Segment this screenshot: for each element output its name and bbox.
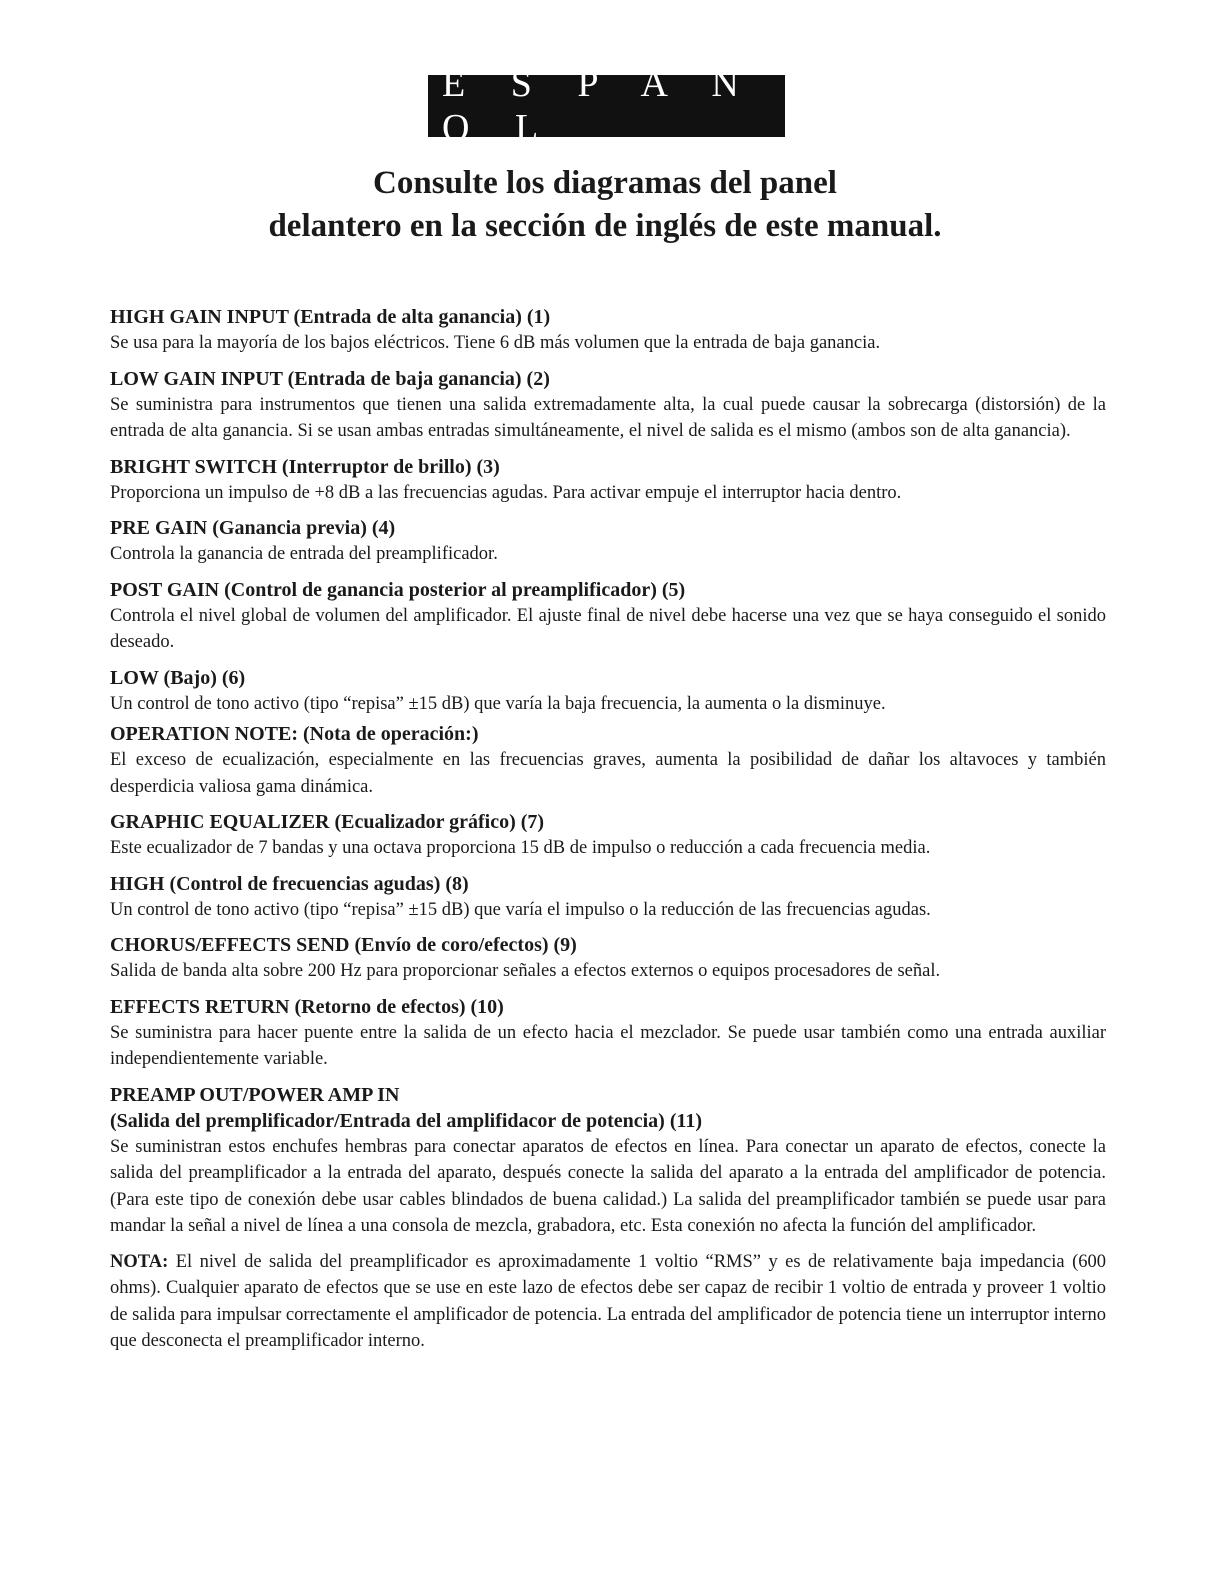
section-effects-return: [110, 994, 1106, 1073]
section-low-gain-input: [110, 366, 1106, 445]
nota-paragraph: [110, 1249, 1106, 1355]
section-body: Proporciona un impulso de +8 dB a las frecuencias agudas. Para activar empuje el interruptor hacia dentro.: [110, 482, 902, 503]
section-heading: CHORUS/EFFECTS SEND (Envío de coro/efectos) (9): [110, 934, 577, 956]
nota-body: El nivel de salida del preamplificador es aproximadamente 1 voltio “RMS” y es de relativamente baja impedancia (600 ohms). Cualquier aparato de efectos que se use en este lazo de efectos debe ser capaz de recibir 1 voltio de entrada y proveer 1 voltio de salida para impulsar correctamente el amplificador de potencia. La entrada del amplificador de potencia tiene un interruptor interno que desconecta el preamplificador interno.: [110, 1251, 1106, 1351]
section-body: Salida de banda alta sobre 200 Hz para proporcionar señales a efectos externos o equipos procesadores de señal.: [110, 961, 941, 981]
section-body: Se suministran estos enchufes hembras para conectar aparatos de efectos en línea. Para conectar un aparato de efectos, conecte la salida del preamplificador a la entrada del aparato, después conecte la salida del aparato a la entrada del amplificador de potencia. (Para este tipo de conexión debe usar cables blindados de buena calidad.) La salida del preamplificador también se puede usar para mandar la señal a nivel de línea a una consola de mezcla, grabadora, etc. Esta conexión no afecta la función del amplificador.: [110, 1136, 1106, 1236]
section-heading: HIGH GAIN INPUT (Entrada de alta ganancia) (1): [110, 306, 551, 328]
section-heading: EFFECTS RETURN (Retorno de efectos) (10): [110, 995, 504, 1018]
section-heading: BRIGHT SWITCH (Interruptor de brillo) (3): [110, 455, 500, 478]
section-body: Se usa para la mayoría de los bajos eléctricos. Tiene 6 dB más volumen que la entrada de baja ganancia.: [110, 333, 881, 353]
section-body: El exceso de ecualización, especialmente en las frecuencias graves, aumenta la posibilidad de dañar los altavoces y también desperdicia valiosa gama dinámica.: [110, 750, 1106, 797]
section-heading: LOW (Bajo) (6): [110, 666, 246, 689]
section-low: [110, 665, 1106, 718]
section-heading: HIGH (Control de frecuencias agudas) (8): [110, 872, 469, 895]
nota-label: NOTA:: [110, 1251, 169, 1272]
section-operation-note: [110, 721, 1106, 800]
language-banner: E S P A Ñ O L: [428, 75, 785, 137]
section-subheading: (Salida del premplificador/Entrada del amplifidacor de potencia) (11): [110, 1109, 703, 1132]
section-heading: LOW GAIN INPUT (Entrada de baja ganancia) (2): [110, 367, 550, 390]
section-body: Controla la ganancia de entrada del preamplificador.: [110, 544, 498, 564]
subtitle-line-1: Consulte los diagramas del panel: [373, 165, 837, 201]
section-body: Un control de tono activo (tipo “repisa” ±15 dB) que varía el impulso o la reducción de las frecuencias agudas.: [110, 899, 931, 920]
section-heading: PRE GAIN (Ganancia previa) (4): [110, 517, 396, 539]
section-body: Controla el nivel global de volumen del amplificador. El ajuste final de nivel debe hacerse una vez que se haya conseguido el sonido deseado.: [110, 605, 1106, 652]
manual-content: [110, 304, 1106, 1364]
section-body: Se suministra para instrumentos que tienen una salida extremadamente alta, la cual puede causar la sobrecarga (distorsión) de la entrada de alta ganancia. Si se usan ambas entradas simultáneamente, el nivel de salida es el mismo (ambos son de alta ganancia).: [110, 394, 1106, 441]
section-high-gain-input: [110, 304, 1106, 357]
section-preamp-out-power-amp-in: [110, 1082, 1106, 1240]
section-graphic-equalizer: [110, 809, 1106, 862]
section-high: [110, 871, 1106, 924]
section-post-gain: [110, 577, 1106, 656]
subtitle-line-2: delantero en la sección de inglés de este manual.: [268, 208, 942, 244]
section-heading: POST GAIN (Control de ganancia posterior al preamplificador) (5): [110, 578, 686, 601]
section-pre-gain: [110, 515, 1106, 568]
section-body: Un control de tono activo (tipo “repisa” ±15 dB) que varía la baja frecuencia, la aumenta o la disminuye.: [110, 693, 886, 714]
section-chorus-effects-send: [110, 932, 1106, 985]
section-bright-switch: [110, 454, 1106, 507]
section-body: Se suministra para hacer puente entre la salida de un efecto hacia el mezclador. Se puede usar también como una entrada auxiliar independientemente variable.: [110, 1022, 1106, 1069]
section-heading: GRAPHIC EQUALIZER (Ecualizador gráfico) (7): [110, 811, 545, 833]
page-subtitle: [200, 162, 1010, 248]
section-body: Este ecualizador de 7 bandas y una octava proporciona 15 dB de impulso o reducción a cada frecuencia media.: [110, 838, 931, 858]
section-heading: PREAMP OUT/POWER AMP IN: [110, 1083, 400, 1106]
section-heading: OPERATION NOTE: (Nota de operación:): [110, 723, 479, 745]
